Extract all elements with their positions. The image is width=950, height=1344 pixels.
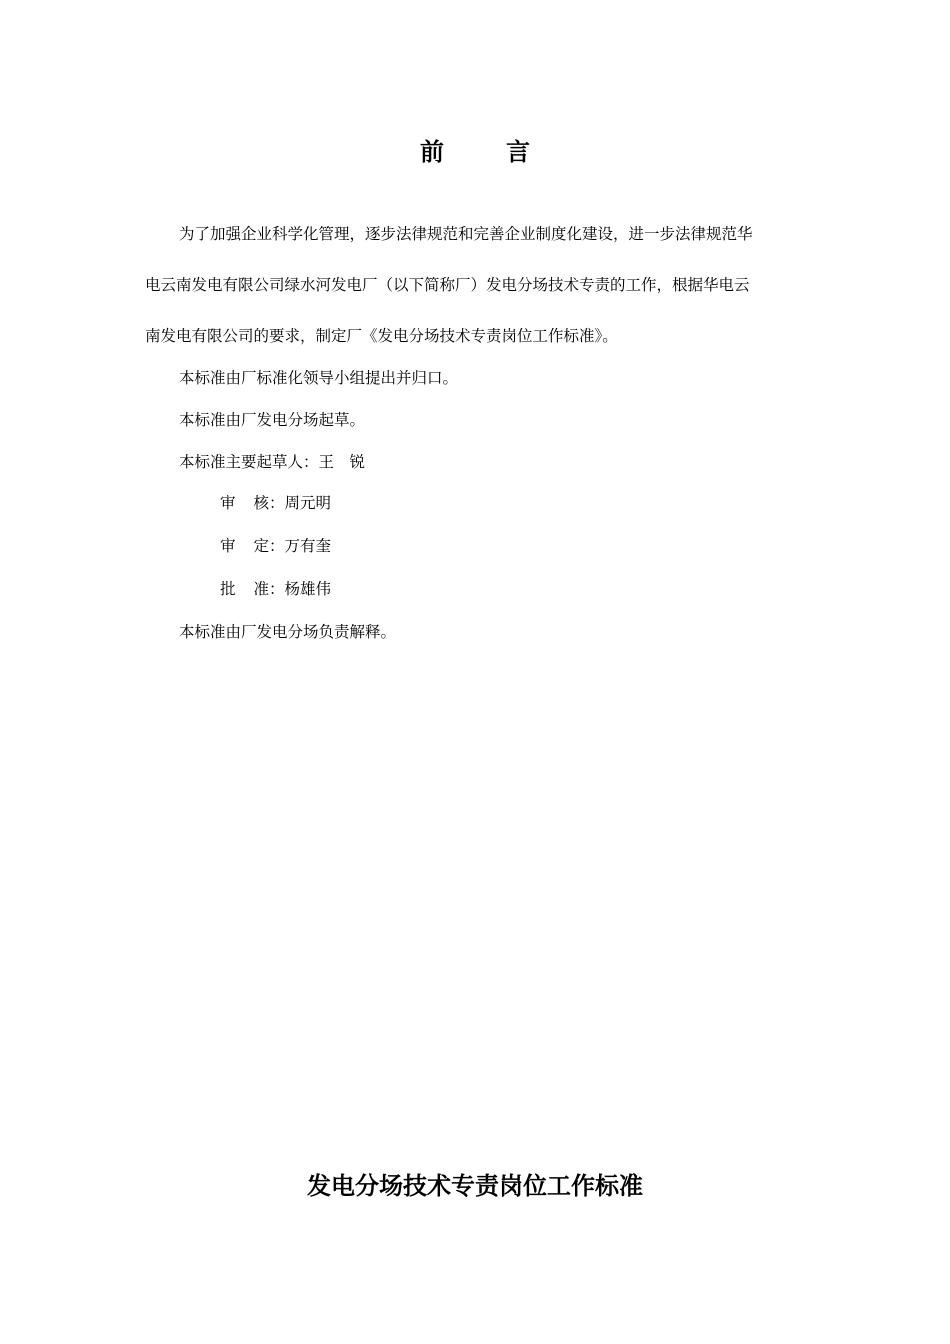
intro-paragraph (145, 222, 815, 348)
approver-label-2: 准： (253, 580, 285, 598)
reviewer-line (220, 491, 331, 515)
main-drafter-line (179, 450, 365, 474)
approver-line (220, 577, 331, 601)
preface-title-char-2: 言 (506, 137, 530, 166)
approver-check-label-1: 审 (220, 537, 236, 555)
intro-line-3: 南发电有限公司的要求，制定厂《发电分场技术专责岗位工作标准》。 (145, 327, 618, 345)
approver-name: 杨雄伟 (284, 580, 332, 598)
preface-title-char-1: 前 (420, 137, 444, 166)
main-drafter-name: 王 锐 (318, 453, 366, 471)
proposed-by-line: 本标准由厂标准化领导小组提出并归口。 (179, 369, 459, 387)
interpretation-line: 本标准由厂发电分场负责解释。 (179, 623, 397, 641)
main-drafter-label: 本标准主要起草人： (179, 453, 319, 471)
document-title: 发电分场技术专责岗位工作标准 (307, 1172, 643, 1200)
preface-title (0, 132, 950, 167)
approver-check-line (220, 534, 331, 558)
approver-check-name: 万有奎 (284, 537, 332, 555)
approver-label-1: 批 (220, 580, 236, 598)
reviewer-label-1: 审 (220, 494, 236, 512)
approver-check-label-2: 定： (253, 537, 285, 555)
drafted-by-line: 本标准由厂发电分场起草。 (179, 411, 366, 429)
intro-line-2: 电云南发电有限公司绿水河发电厂（以下简称厂）发电分场技术专责的工作，根据华电云 (145, 276, 750, 294)
reviewer-name: 周元明 (284, 494, 332, 512)
intro-line-1: 为了加强企业科学化管理，逐步法律规范和完善企业制度化建设，进一步法律规范华 (179, 225, 753, 243)
reviewer-label-2: 核： (253, 494, 285, 512)
